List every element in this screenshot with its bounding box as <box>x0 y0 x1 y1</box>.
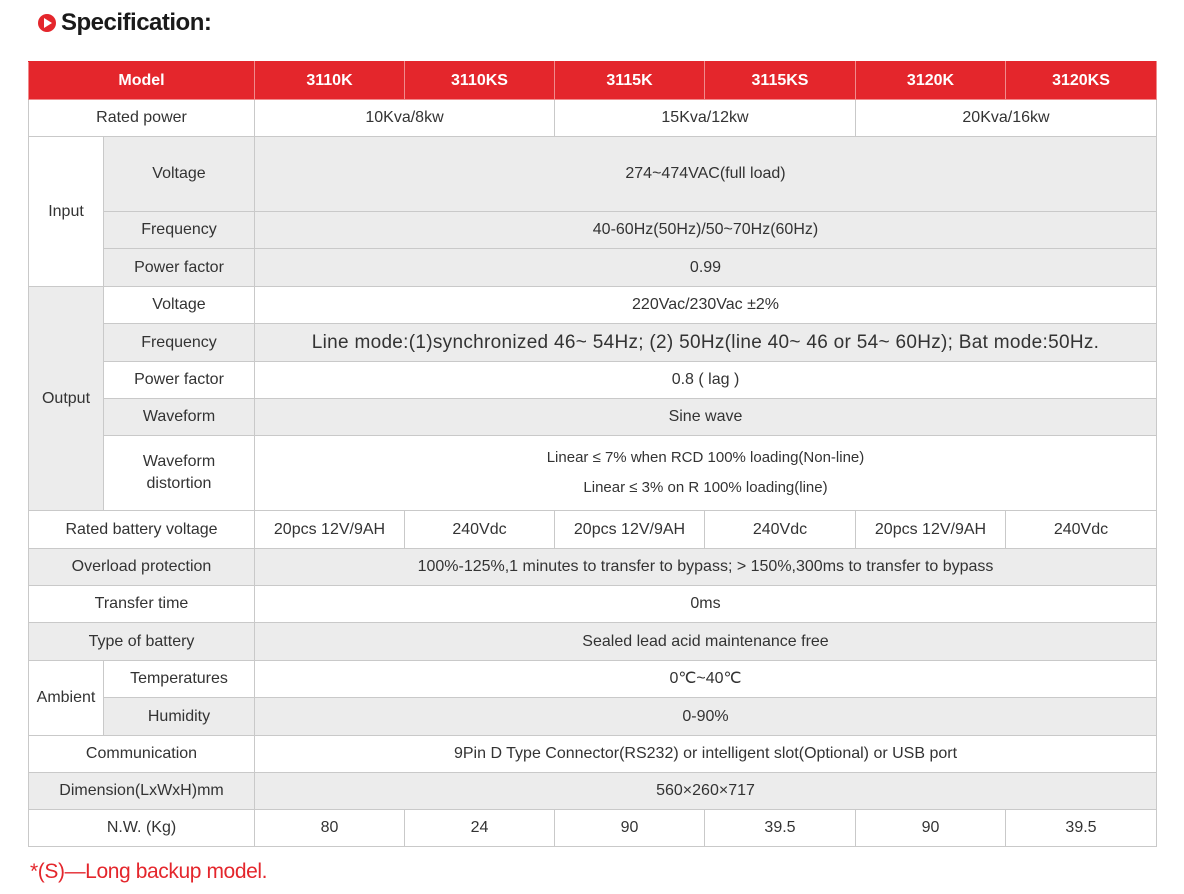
weight-3115ks: 39.5 <box>705 810 856 847</box>
header-model-3120k: 3120K <box>856 62 1006 100</box>
battery-voltage-3115k: 20pcs 12V/9AH <box>555 511 705 549</box>
rated-power-label: Rated power <box>29 100 255 137</box>
weight-3120k: 90 <box>856 810 1006 847</box>
specification-table <box>28 61 1157 847</box>
battery-type-label: Type of battery <box>29 623 255 661</box>
input-group-label: Input <box>29 137 104 287</box>
row-ambient-humidity <box>29 698 1157 736</box>
output-power-factor-value: 0.8 ( lag ) <box>255 362 1157 399</box>
ambient-temperature-value: 0℃~40℃ <box>255 661 1157 698</box>
output-distortion-value <box>255 436 1157 511</box>
row-output-waveform <box>29 399 1157 436</box>
battery-voltage-3120k: 20pcs 12V/9AH <box>856 511 1006 549</box>
battery-voltage-3120ks: 240Vdc <box>1006 511 1157 549</box>
distortion-value-line1: Linear ≤ 7% when RCD 100% loading(Non-line) <box>546 449 865 466</box>
rated-power-20k: 20Kva/16kw <box>856 100 1157 137</box>
row-communication <box>29 736 1157 773</box>
battery-type-value: Sealed lead acid maintenance free <box>255 623 1157 661</box>
output-group-label: Output <box>29 287 104 511</box>
row-rated-power <box>29 100 1157 137</box>
rated-power-15k: 15Kva/12kw <box>555 100 856 137</box>
input-frequency-label: Frequency <box>104 212 255 249</box>
weight-3115k: 90 <box>555 810 705 847</box>
output-distortion-label <box>104 436 255 511</box>
row-net-weight <box>29 810 1157 847</box>
output-voltage-value: 220Vac/230Vac ±2% <box>255 287 1157 324</box>
battery-voltage-3110k: 20pcs 12V/9AH <box>255 511 405 549</box>
distortion-label-line2: distortion <box>146 475 212 492</box>
header-model-3110k: 3110K <box>255 62 405 100</box>
input-frequency-value: 40-60Hz(50Hz)/50~70Hz(60Hz) <box>255 212 1157 249</box>
row-output-distortion <box>29 436 1157 511</box>
input-voltage-label: Voltage <box>104 137 255 212</box>
input-power-factor-label: Power factor <box>104 249 255 287</box>
row-ambient-temperature <box>29 661 1157 698</box>
header-model: Model <box>29 62 255 100</box>
output-frequency-label: Frequency <box>104 324 255 362</box>
battery-voltage-3110ks: 240Vdc <box>405 511 555 549</box>
battery-voltage-label: Rated battery voltage <box>29 511 255 549</box>
row-transfer-time <box>29 586 1157 623</box>
play-circle-icon <box>38 14 56 32</box>
row-output-power-factor <box>29 362 1157 399</box>
header-model-3115k: 3115K <box>555 62 705 100</box>
dimension-label: Dimension(LxWxH)mm <box>29 773 255 810</box>
header-model-3120ks: 3120KS <box>1006 62 1157 100</box>
row-dimension <box>29 773 1157 810</box>
header-model-3115ks: 3115KS <box>705 62 856 100</box>
row-output-frequency <box>29 324 1157 362</box>
output-waveform-value: Sine wave <box>255 399 1157 436</box>
output-voltage-label: Voltage <box>104 287 255 324</box>
row-battery-voltage <box>29 511 1157 549</box>
section-heading <box>38 8 211 38</box>
output-power-factor-label: Power factor <box>104 362 255 399</box>
weight-label: N.W. (Kg) <box>29 810 255 847</box>
footnote: *(S)—Long backup model. <box>30 860 268 883</box>
row-overload-protection <box>29 549 1157 586</box>
ambient-group-label: Ambient <box>29 661 104 736</box>
overload-label: Overload protection <box>29 549 255 586</box>
overload-value: 100%-125%,1 minutes to transfer to bypass; > 150%,300ms to transfer to bypass <box>255 549 1157 586</box>
output-frequency-value: Line mode:(1)synchronized 46~ 54Hz; (2) 50Hz(line 40~ 46 or 54~ 60Hz); Bat mode:50Hz. <box>255 324 1157 362</box>
row-input-voltage <box>29 137 1157 212</box>
row-output-voltage <box>29 287 1157 324</box>
transfer-value: 0ms <box>255 586 1157 623</box>
battery-voltage-3115ks: 240Vdc <box>705 511 856 549</box>
input-voltage-value: 274~474VAC(full load) <box>255 137 1157 212</box>
distortion-value-line2: Linear ≤ 3% on R 100% loading(line) <box>583 479 828 496</box>
distortion-label-line1: Waveform <box>142 453 216 470</box>
weight-3110k: 80 <box>255 810 405 847</box>
ambient-humidity-value: 0-90% <box>255 698 1157 736</box>
communication-label: Communication <box>29 736 255 773</box>
row-input-frequency <box>29 212 1157 249</box>
header-model-3110ks: 3110KS <box>405 62 555 100</box>
row-battery-type <box>29 623 1157 661</box>
input-power-factor-value: 0.99 <box>255 249 1157 287</box>
weight-3110ks: 24 <box>405 810 555 847</box>
dimension-value: 560×260×717 <box>255 773 1157 810</box>
rated-power-10k: 10Kva/8kw <box>255 100 555 137</box>
weight-3120ks: 39.5 <box>1006 810 1157 847</box>
table-header-row <box>29 62 1157 100</box>
transfer-label: Transfer time <box>29 586 255 623</box>
ambient-temperature-label: Temperatures <box>104 661 255 698</box>
heading-title: Specification: <box>61 9 212 36</box>
ambient-humidity-label: Humidity <box>104 698 255 736</box>
row-input-power-factor <box>29 249 1157 287</box>
communication-value: 9Pin D Type Connector(RS232) or intelligent slot(Optional) or USB port <box>255 736 1157 773</box>
output-waveform-label: Waveform <box>104 399 255 436</box>
